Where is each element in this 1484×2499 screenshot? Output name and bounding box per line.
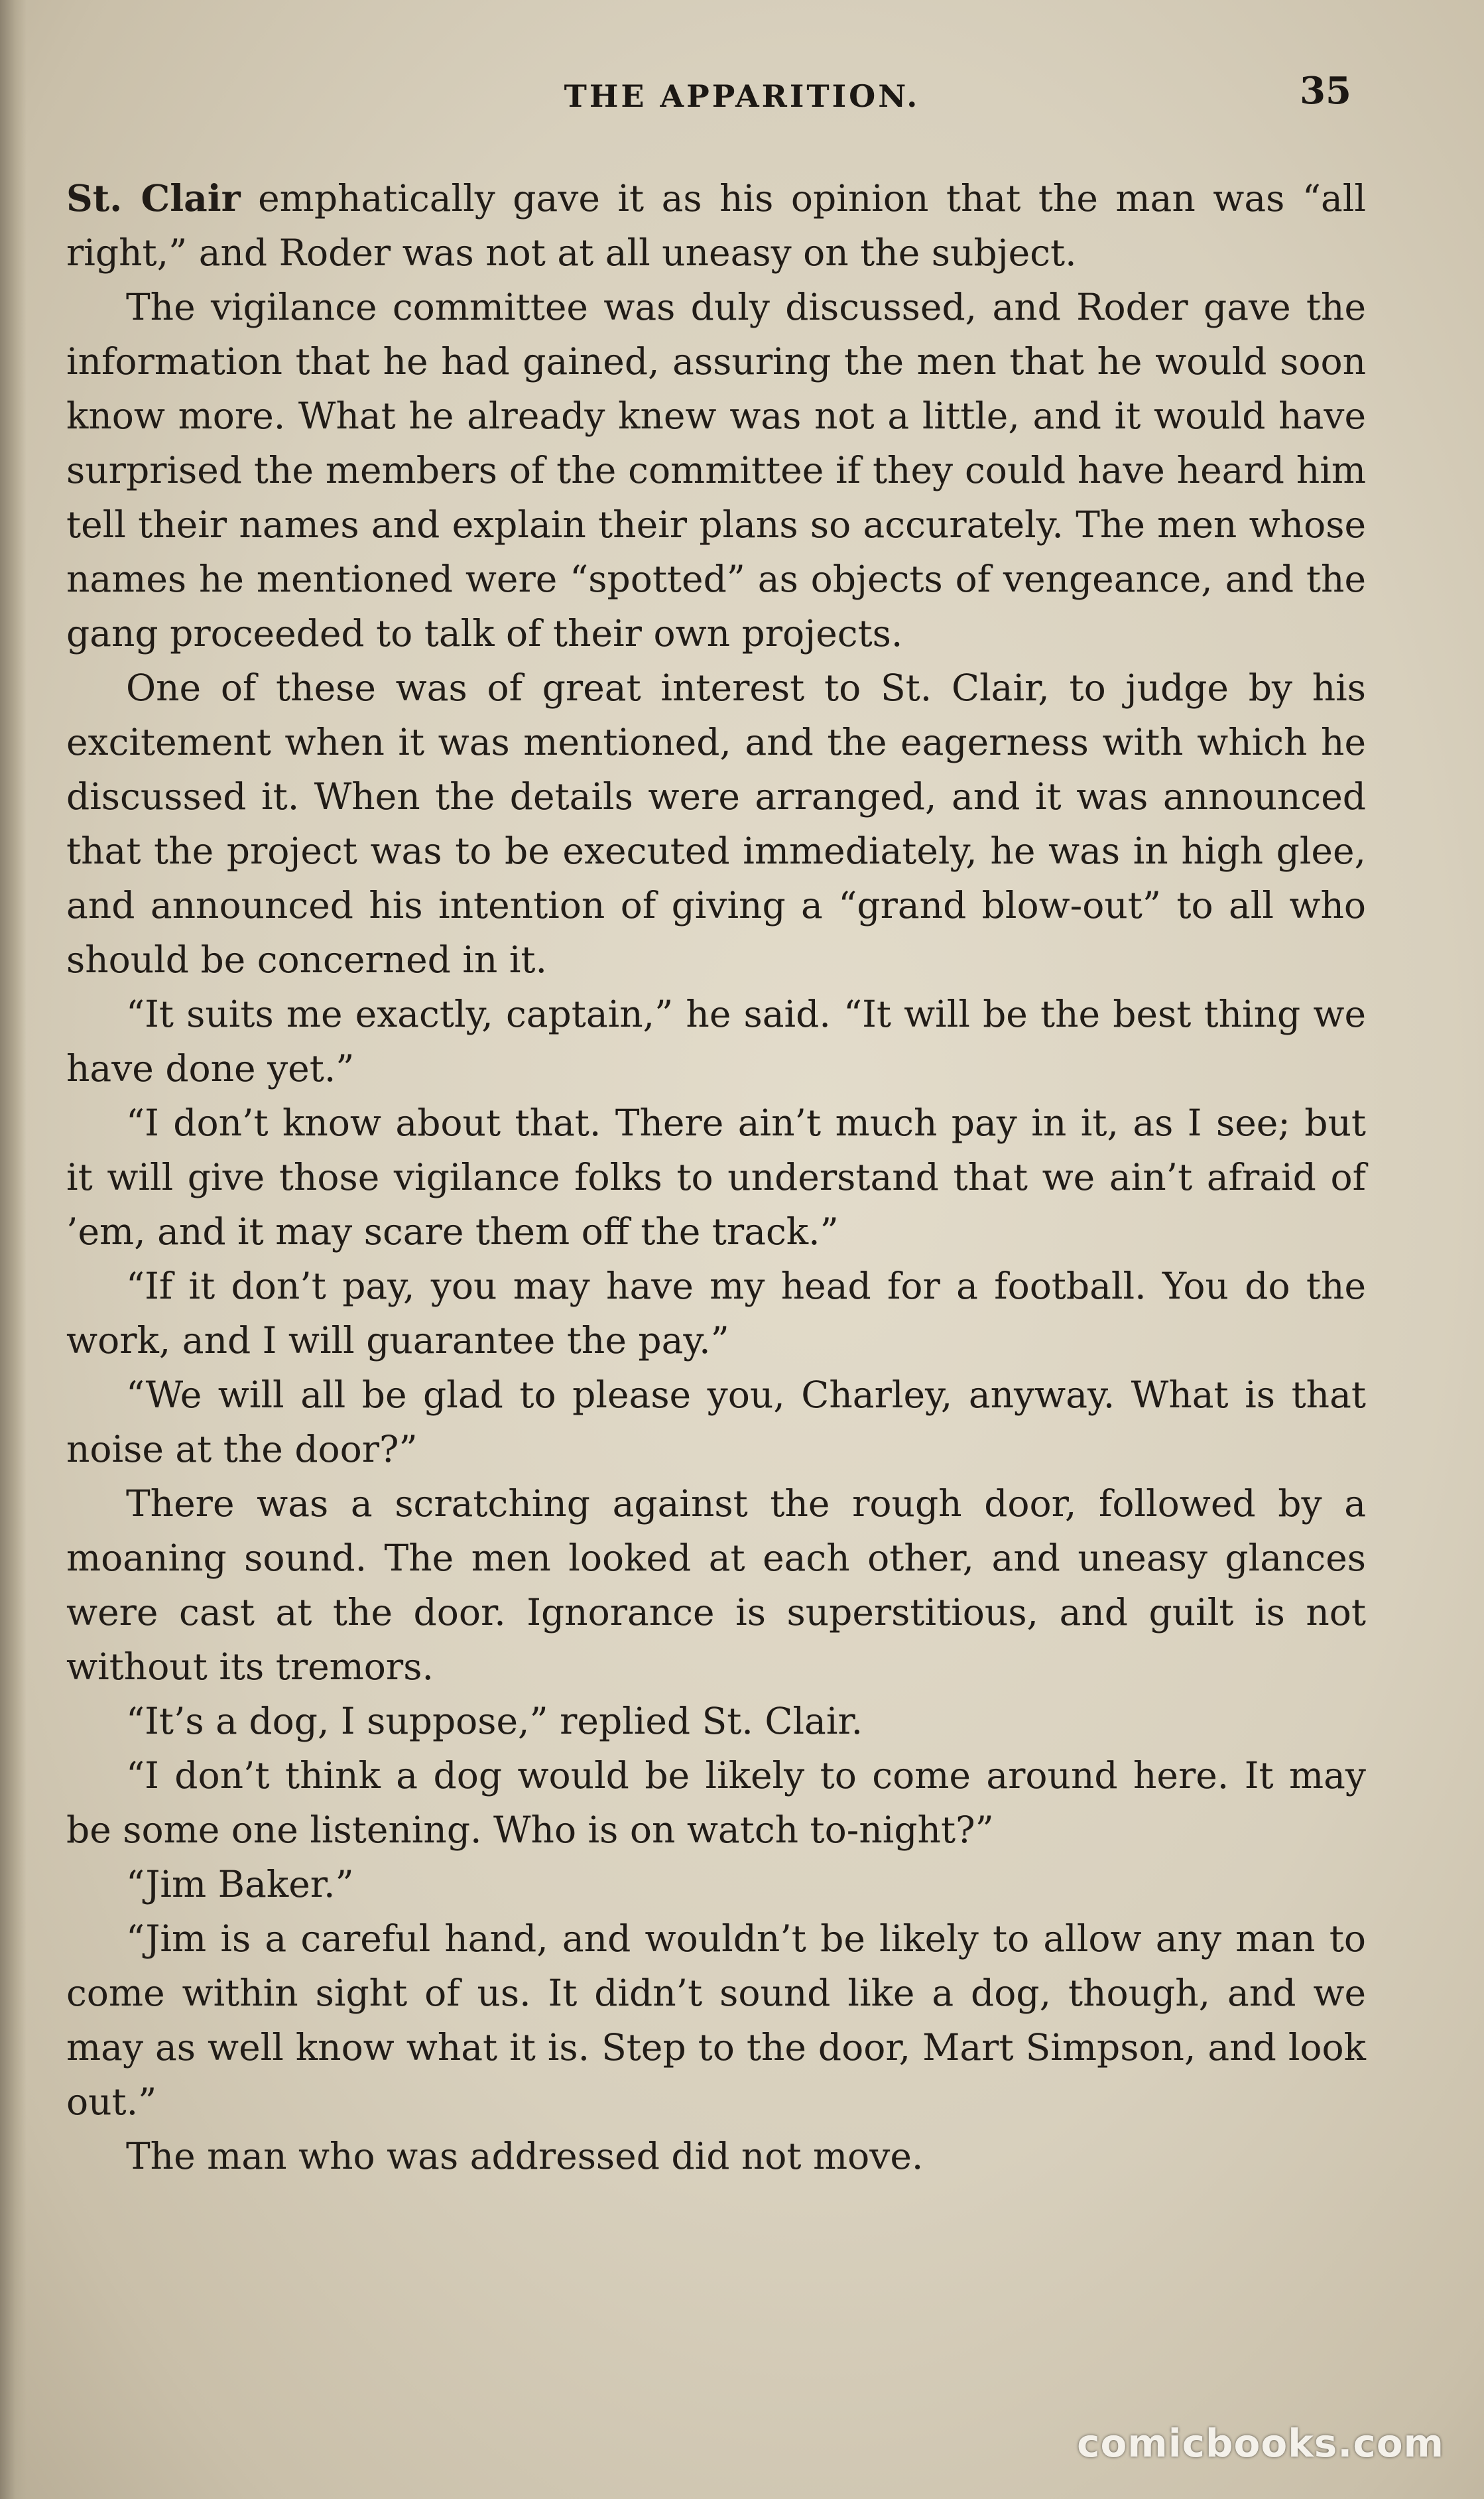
paragraph: “It suits me exactly, captain,” he said. “It will be the best thing we have done yet.” — [66, 993, 1366, 1090]
running-title: THE APPARITION. — [564, 78, 920, 114]
paragraph-text: emphatically gave it as his opinion that the man was “all right,” and Roder was not at all uneasy on the subject. — [66, 177, 1366, 274]
paragraph: “It’s a dog, I suppose,” replied St. Clair. — [126, 1700, 863, 1742]
paragraph: The vigilance committee was duly discussed, and Roder gave the information that he had gained, assuring the men that he would soon know more. What he already knew was not a little, and it would have surprised the members of the committee if they could have heard him tell their names and explain their plans so accurately. The men whose names he mentioned were “spotted” as objects of vengeance, and the gang proceeded to talk of their own projects. — [66, 286, 1366, 655]
body-text — [66, 171, 1366, 2183]
paragraph-lead: St. Clair — [66, 176, 241, 220]
page-header — [0, 69, 1484, 125]
paragraph: “Jim Baker.” — [126, 1863, 354, 1905]
paragraph — [66, 171, 1366, 280]
page-number: 35 — [1300, 69, 1351, 113]
paragraph: The man who was addressed did not move. — [126, 2135, 924, 2177]
paragraph: “I don’t know about that. There ain’t much pay in it, as I see; but it will give those vigilance folks to understand that we ain’t afraid of ’em, and it may scare them off the track.” — [66, 1102, 1366, 1253]
paragraph: “Jim is a careful hand, and wouldn’t be likely to allow any man to come within sight of us. It didn’t sound like a dog, though, and we may as well know what it is. Step to the door, Mart Simpson, and look out.” — [66, 1917, 1366, 2123]
page-gutter-shadow — [0, 0, 27, 2499]
paragraph: There was a scratching against the rough door, followed by a moaning sound. The men looked at each other, and uneasy glances were cast at the door. Ignorance is superstitious, and guilt is not without its tremors. — [66, 1482, 1366, 1688]
site-watermark: comicbooks.com — [1077, 2421, 1444, 2466]
paragraph: “If it don’t pay, you may have my head for a football. You do the work, and I will guarantee the pay.” — [66, 1265, 1366, 1362]
paragraph: “I don’t think a dog would be likely to come around here. It may be some one listening. Who is on watch to-night?” — [66, 1754, 1366, 1851]
paragraph: One of these was of great interest to St. Clair, to judge by his excitement when it was mentioned, and the eagerness with which he discussed it. When the details were arranged, and it was announced that the project was to be executed immediately, he was in high glee, and announced his intention of giving a “grand blow-out” to all who should be concerned in it. — [66, 667, 1366, 981]
paragraph: “We will all be glad to please you, Charley, anyway. What is that noise at the door?” — [66, 1374, 1366, 1470]
